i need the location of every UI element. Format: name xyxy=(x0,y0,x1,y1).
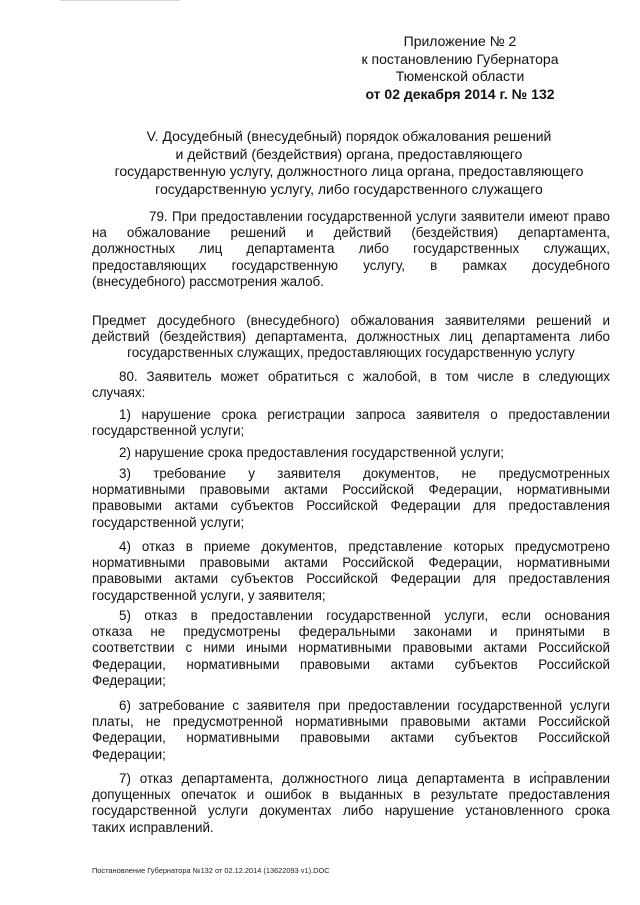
paragraph-line: (внесудебного) рассмотрения жалоб. xyxy=(92,273,324,289)
list-item-6 xyxy=(92,698,610,763)
list-item-line: нормативными правовыми актами Российской Федерации, нормативными xyxy=(92,555,610,571)
appendix-number: Приложение № 2 xyxy=(403,33,517,49)
subject-line: Предмет досудебного (внесудебного) обжалования заявителями решений и xyxy=(92,313,610,328)
paragraph-80 xyxy=(92,369,610,401)
appendix-header xyxy=(355,33,565,103)
list-item-line: государственной услуги документах либо нарушение установленного срока xyxy=(92,803,610,819)
document-footer: Постановление Губернатора №132 от 02.12.2014 (13622093 v1).DOC xyxy=(92,866,330,875)
list-item-line: отказа не предусмотрены федеральными законами и принятыми в xyxy=(92,624,610,640)
list-item-1 xyxy=(92,407,610,439)
list-item-2 xyxy=(92,445,610,461)
list-item-7 xyxy=(92,771,610,836)
list-item-line: нормативными правовыми актами Российской Федерации, нормативными xyxy=(92,482,610,498)
paragraph-line: 80. Заявитель может обратиться с жалобой, в том числе в следующих xyxy=(119,369,610,384)
scan-edge-mark xyxy=(60,0,180,1)
list-item-line: соответствии с ними иными нормативными правовыми актами Российской xyxy=(92,640,610,656)
appendix-date-number: от 02 декабря 2014 г. № 132 xyxy=(365,85,555,102)
paragraph-line: должностных лиц департамента либо государственных служащих, xyxy=(92,241,610,257)
list-item-5 xyxy=(92,608,610,689)
section-title-line: V. Досудебный (внесудебный) порядок обжалования решений xyxy=(146,128,552,144)
paragraph-line: предоставляющих государственную услугу, в рамках досудебного xyxy=(92,257,610,273)
list-item-line: правовыми актами субъектов Российской Федерации для предоставления xyxy=(92,498,610,514)
section-title xyxy=(88,128,610,198)
section-title-line: и действий (бездействия) органа, предоставляющего xyxy=(175,145,523,162)
subject-line: государственных служащих, предоставляющих государственную услугу xyxy=(127,345,575,361)
list-item-line: Федерации; xyxy=(92,746,166,762)
list-item-line: 1) нарушение срока регистрации запроса заявителя о предоставлении xyxy=(119,407,610,422)
list-item-line: Федерации, нормативными правовыми актами субъектов Российской xyxy=(92,730,610,746)
list-item-line: Федерации; xyxy=(92,672,166,688)
list-item-line: государственной услуги, у заявителя; xyxy=(92,587,326,603)
paragraph-79 xyxy=(92,209,610,290)
list-item-line: 5) отказ в предоставлении государственной услуги, если основания xyxy=(119,608,610,623)
list-item-line: государственной услуги; xyxy=(92,423,245,439)
list-item-line: 7) отказ департамента, должностного лица департамента в исправлении xyxy=(119,771,610,786)
list-item-line: платы, не предусмотренной нормативными правовыми актами Российской xyxy=(92,714,610,730)
section-title-line: государственную услугу, должностного лица органа, предоставляющего xyxy=(114,163,584,179)
list-item-line: 2) нарушение срока предоставления государственной услуги; xyxy=(119,445,504,460)
list-item-line: правовыми актами субъектов Российской Федерации для предоставления xyxy=(92,571,610,587)
subject-heading xyxy=(92,313,610,362)
list-item-line: 6) затребование с заявителя при предоставлении государственной услуги xyxy=(119,698,610,713)
paragraph-line: на обжалование решений и действий (бездействия) департамента, xyxy=(92,225,610,241)
section-title-line: государственную услугу, либо государственного служащего xyxy=(155,180,543,197)
list-item-3 xyxy=(92,466,610,531)
list-item-line: 3) требование у заявителя документов, не предусмотренных xyxy=(119,466,610,481)
appendix-resolution-ref: к постановлению Губернатора xyxy=(361,50,559,67)
list-item-line: допущенных опечаток и ошибок в выданных в результате предоставления xyxy=(92,787,610,803)
paragraph-line: 79. При предоставлении государственной услуги заявители имеют право xyxy=(149,209,610,224)
list-item-line: таких исправлений. xyxy=(92,819,214,835)
list-item-line: государственной услуги; xyxy=(92,514,245,530)
list-item-line: 4) отказ в приеме документов, представление которых предусмотрено xyxy=(119,539,610,554)
subject-line: действий (бездействия) департамента, должностных лиц департамента либо xyxy=(92,329,610,345)
list-item-line: Федерации, нормативными правовыми актами субъектов Российской xyxy=(92,656,610,672)
list-item-4 xyxy=(92,539,610,604)
appendix-region: Тюменской области xyxy=(395,68,525,84)
paragraph-line: случаях: xyxy=(92,385,146,401)
